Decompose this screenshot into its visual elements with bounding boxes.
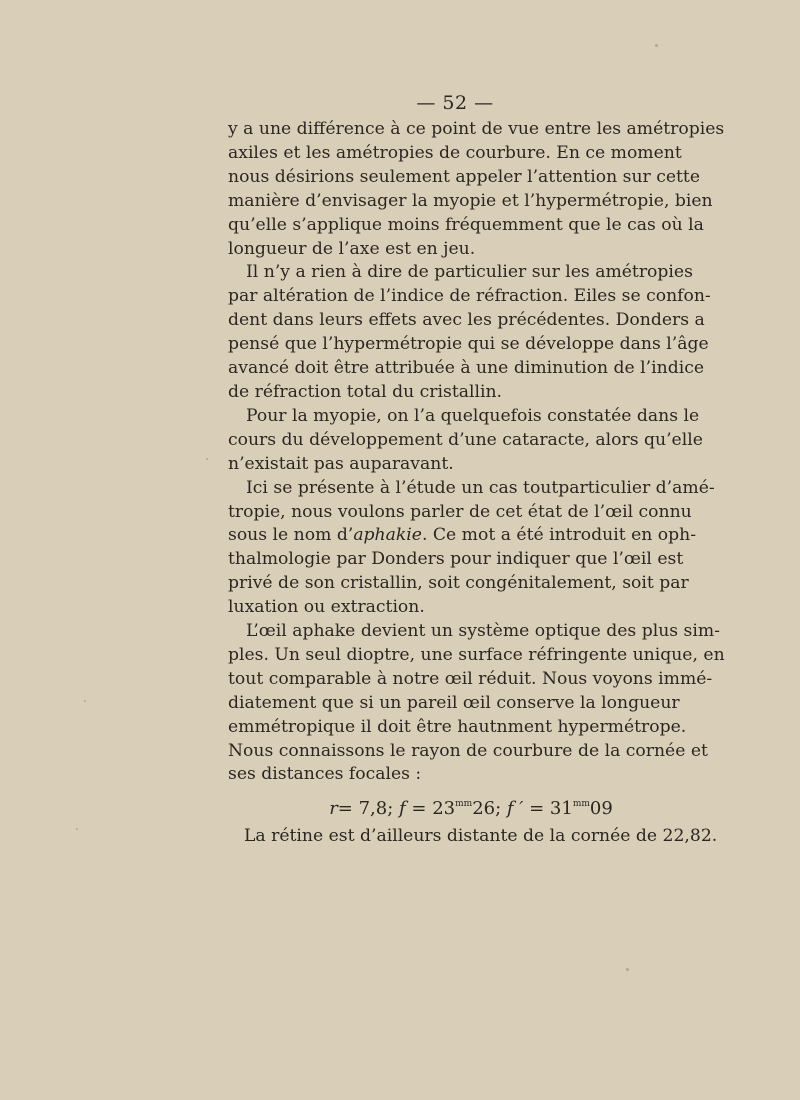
text-line: Pour la myopie, on l’a quelquefois constatée dans le	[246, 405, 700, 426]
formula-r: r	[329, 798, 338, 820]
body-text	[228, 118, 725, 849]
text-line: y a une différence à ce point de vue entre les amétropies	[228, 119, 725, 139]
paper-speck	[84, 700, 86, 702]
text-line: privé de son cristallin, soit congénitalement, soit par	[228, 573, 689, 594]
text-line: longueur de l’axe est en jeu.	[228, 238, 476, 259]
text-line: cours du développement d’une cataracte, alors qu’elle	[228, 429, 703, 450]
text-line: axiles et les amétropies de courbure. En ce moment	[228, 142, 682, 163]
text-line: La rétine est d’ailleurs distante de la cornée de 22,82.	[244, 826, 718, 847]
paper-speck	[655, 44, 658, 47]
formula-f-prime-decimal: 09	[589, 798, 613, 820]
italic-term: aphakie	[353, 525, 422, 546]
formula-f-value: = 23	[405, 798, 456, 820]
paragraph-2	[228, 261, 711, 404]
text-line: qu’elle s’applique moins fréquemment que le cas où la	[228, 214, 704, 235]
text-line: L’œil aphake devient un système optique des plus sim-	[246, 621, 720, 642]
text-line: tout comparable à notre œil réduit. Nous voyons immé-	[228, 668, 713, 689]
text-segment: . Ce mot a été introduit en oph-	[421, 525, 697, 546]
formula	[228, 793, 674, 821]
paper-speck	[206, 458, 208, 460]
text-line: nous désirions seulement appeler l’attention sur cette	[228, 166, 700, 187]
text-line: pensé que l’hypermétropie qui se développe dans l’âge	[228, 334, 709, 355]
text-line: Il n’y a rien à dire de particulier sur les amétropies	[246, 262, 693, 283]
text-line: de réfraction total du cristallin.	[228, 381, 503, 402]
paragraph-4	[228, 477, 715, 620]
text-line: avancé doit être attribuée à une diminution de l’indice	[228, 358, 704, 379]
text-line-with-italic	[228, 524, 697, 548]
text-line: tropie, nous voulons parler de cet état de l’œil connu	[228, 501, 692, 522]
paper-speck	[76, 828, 78, 830]
text-line: Nous connaissons le rayon de courbure de la cornée et	[228, 740, 708, 761]
formula-f-prime: f ′	[506, 798, 524, 820]
text-line: par altération de l’indice de réfraction. Eiles se confon-	[228, 286, 711, 307]
text-line: manière d’envisager la myopie et l’hypermétropie, bien	[228, 190, 713, 211]
formula-f: f	[399, 798, 406, 820]
text-line: n’existait pas auparavant.	[228, 453, 454, 474]
text-line: emmétropique il doit être hautnment hypermétrope.	[228, 716, 687, 737]
text-line: diatement que si un pareil œil conserve la longueur	[228, 692, 680, 713]
formula-f-prime-value: = 31	[523, 798, 573, 820]
paragraph-3	[228, 405, 703, 477]
paragraph-1	[228, 118, 725, 261]
paper-speck	[626, 968, 629, 971]
text-line: dent dans leurs effets avec les précédentes. Donders a	[228, 310, 705, 331]
text-line: Ici se présente à l’étude un cas toutparticulier d’amé-	[246, 477, 715, 498]
formula-f-prime-unit: mm	[572, 799, 590, 810]
formula-r-value: = 7,8;	[337, 798, 400, 820]
paragraph-5	[228, 620, 725, 787]
text-line: thalmologie par Donders pour indiquer que l’œil est	[228, 549, 684, 570]
text-line: ples. Un seul dioptre, une surface réfringente unique, en	[228, 644, 725, 665]
formula-f-unit: mm	[455, 799, 473, 810]
text-line: ses distances focales :	[228, 764, 422, 785]
text-segment: sous le nom d’	[228, 525, 354, 546]
page-number: — 52 —	[416, 92, 494, 114]
formula-f-decimal: 26;	[472, 798, 507, 820]
text-line: luxation ou extraction.	[228, 597, 425, 618]
